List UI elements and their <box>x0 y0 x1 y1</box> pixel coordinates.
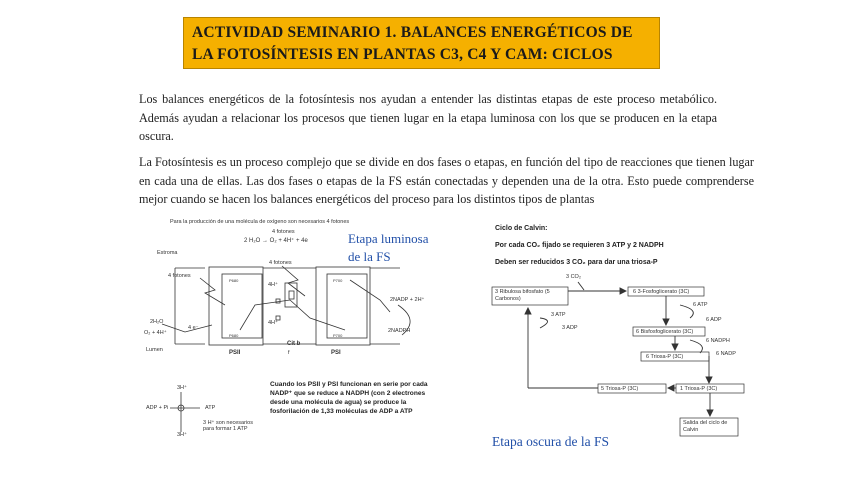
nadph6-label: 6 NADPH <box>706 338 730 344</box>
adp-pi: ADP + Pi <box>146 405 169 411</box>
h4-top: 4H⁺ <box>268 282 278 288</box>
cytb-label: Cit b <box>287 341 301 347</box>
water-left: 2H₂O <box>150 319 164 325</box>
nadp-label: 2NADP + 2H⁺ <box>390 297 425 303</box>
calvin-head-1: Ciclo de Calvin: <box>495 225 548 232</box>
pga-box: 6 3-Fosfoglicerato (3C) <box>633 289 690 295</box>
photons-left: 4 fotones <box>168 273 191 279</box>
light-caption-1: Etapa luminosa <box>348 231 429 246</box>
bpg-box: 6 Bisfosfoglicerato (3C) <box>636 329 694 335</box>
triose6-box: 6 Triosa-P (3C) <box>646 354 684 360</box>
adp3-label: 3 ADP <box>562 325 578 331</box>
exit-box: Salida del ciclo de Calvin <box>683 420 728 433</box>
h4-bottom: 4H⁺ <box>268 320 278 326</box>
title-line-1: ACTIVIDAD SEMINARIO 1. BALANCES ENERGÉTICOS DE <box>192 24 633 41</box>
h3-bottom: 3H⁺ <box>177 432 187 438</box>
paragraph-2: La Fotosíntesis es un proceso complejo que se divide en dos fases o etapas, en función del tipo de reacciones que tienen lugar en cada una de ellas. Las dos fases o etapas de la FS están conectadas y dependen una de la otra. Esto puede comprenderse mejor cuando se hacen los balances energéticos del proceso para los distintos tipos de plantas <box>139 155 754 206</box>
calvin-head-3: Deben ser reducidos 3 CO₂ para dar una triosa-P <box>495 259 658 266</box>
title-line-2: LA FOTOSÍNTESIS EN PLANTAS C3, C4 Y CAM: CICLOS <box>192 46 613 63</box>
rubp-box: 3 Ribulosa bifosfato (5 Carbonos) <box>495 289 550 302</box>
nadp6-label: 6 NADP <box>716 351 736 357</box>
atp3-label: 3 ATP <box>551 312 566 318</box>
photons-top: 4 fotones <box>272 229 295 235</box>
psi-label: PSI <box>331 350 341 356</box>
light-caption-2: de la FS <box>348 249 391 264</box>
photons-mid: 4 fotones <box>269 260 292 266</box>
svg-text:P680: P680 <box>229 278 239 283</box>
paragraph-1: Los balances energéticos de la fotosíntesis nos ayudan a entender las distintas etapas de este proceso metabólico. Además ayudan a relacionar los procesos que tienen lugar en la etapa luminosa con los que se producen en la etapa oscura. <box>139 92 717 143</box>
lumen-label: Lumen <box>146 347 163 353</box>
water-equation: 2 H₂O → O₂ + 4H⁺ + 4e <box>244 238 308 244</box>
light-header: Para la producción de una molécula de oxígeno son necesarios 4 fotones <box>170 219 350 225</box>
o2-left: O₂ + 4H⁺ <box>144 330 167 336</box>
h3-top: 3H⁺ <box>177 385 187 391</box>
atp-label: ATP <box>205 405 216 411</box>
cytf-label: f <box>288 350 290 356</box>
h3-note: 3 H⁺ son necesarios para formar 1 ATP <box>203 420 253 432</box>
series-note: Cuando los PSII y PSI funcionan en serie por cada NADP⁺ que se reduce a NADPH (con 2 electrones desde una molécula de agua) se produce la fosforilación de 1,33 moléculas de ADP a ATP <box>270 381 428 415</box>
psii-label: PSII <box>229 350 241 356</box>
adp6-label: 6 ADP <box>706 317 722 323</box>
calvin-head-2: Por cada CO₂ fijado se requieren 3 ATP y 2 NADPH <box>495 242 664 249</box>
atp6-label: 6 ATP <box>693 302 708 308</box>
stroma-label: Estroma <box>157 250 178 256</box>
triose5-box: 5 Triosa-P (3C) <box>601 386 639 392</box>
svg-text:P700: P700 <box>333 333 343 338</box>
svg-text:P680: P680 <box>229 333 239 338</box>
electrons-label: 4 e⁻ <box>188 325 199 331</box>
co2-label: 3 CO₂ <box>566 274 581 280</box>
dark-caption: Etapa oscura de la FS <box>492 434 609 449</box>
nadph-label: 2NADPH <box>388 328 411 334</box>
triose1-box: 1 Triosa-P (3C) <box>680 386 718 392</box>
svg-text:P700: P700 <box>333 278 343 283</box>
